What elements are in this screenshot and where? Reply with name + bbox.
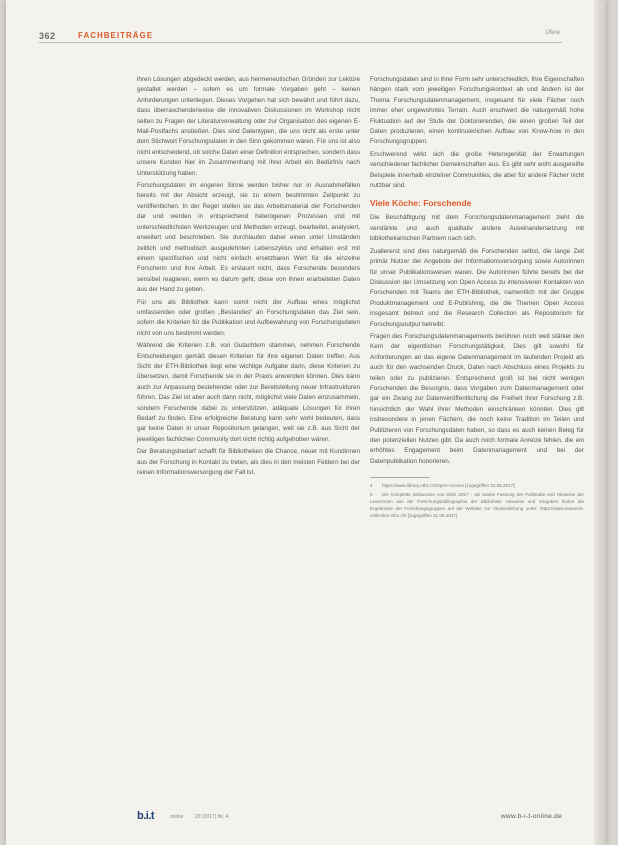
footnote bbox=[370, 482, 584, 489]
header-right-label: Ufere bbox=[545, 30, 560, 36]
footnote-rule bbox=[370, 477, 430, 478]
paragraph: ihren Lösungen abgedeckt werden, aus hermeneutischen Gründen zur Lektüre gestaltet werden – sofern es um formale Vorgaben geht – keinen Anforderungen unterliegen. Dieses Vorgehen hat sich bewährt und führt dazu, dass überraschenderweise die innovativen Diskussionen im Workshop nicht selten zu Fragen der Literaturverwaltung oder zur Organisation des eigenen E-Mail-Postfachs anstießen. Dies sind Datentypen, die uns nicht als erste unter dem Stichwort Forschungsdaten in den Sinn gekommen wären. Für uns ist also nicht entscheidend, ob solche Daten einer Definition entsprechen, sondern dass unsere Kunden hier im Zusammenhang mit ihrer Arbeit ein Bedürfnis nach Unterstützung haben. bbox=[137, 76, 360, 177]
footnote-number: 5 bbox=[370, 492, 373, 498]
page-number: 362 bbox=[39, 31, 56, 41]
paragraph: Während die Kriterien z.B. von Gutachtern stammen, nehmen Forschende Entscheidungen gemäß diesen Kriterien für ihre eigenen Daten treffen. Aus Sicht der ETH-Bibliothek liegt eine wichtige Aufgabe darin, diese Kriterien zu übersetzen, damit Forschende sie in der Praxis anwenden können. Dies kann auch zur Anpassung bestehender oder zur Bereitstellung neuer Infrastrukturen führen. Das Ziel ist aber auch dann nicht, möglichst viele Daten einzusammeln, sondern Forschende dabei zu unterstützen, adäquate Lösungen für ihren Bedarf zu finden. Eine erfolgreiche Beratung kann sehr wohl bedeuten, dass gar keine Daten in unser Repositorium gelangen, weil sie z.B. aus Sicht der jeweiligen fachlichen Community dort nicht richtig aufgehoben wären. bbox=[137, 342, 360, 443]
paragraph: Für uns als Bibliothek kann somit nicht der Aufbau eines möglichst umfassenden oder großen „Bestandes“ an Forschungsdaten das Ziel sein, sofern die Kriterien für die Publikation und Aufbewahrung von Forschungsdaten nicht von uns bestimmt werden. bbox=[137, 298, 360, 337]
page-footer bbox=[137, 810, 562, 824]
header-rule bbox=[39, 42, 562, 43]
right-column bbox=[370, 75, 584, 521]
paragraph: Forschungsdaten im engeren Sinne werden bisher nur in Ausnahmefällen bereits mit der Absicht erzeugt, sie zu einem bestimmten Zeitpunkt zu veröffentlichen. In der Regel stellen sie das Arbeitsmaterial der Forschenden dar und werden in entsprechend heterogenen Prozessen und mit unterschiedlichsten Werkzeugen und Methoden erzeugt, bearbeitet, analysiert, erweitert und beschrieben. Sie durchlaufen daher einen unter Umständen zeitlich und methodisch ausgedehnten Lebenszyklus und erhalten erst mit einem spezifischen und nicht einfach ersetzbaren Wert für die einzelne Forscherin und ihre Arbeit. Es erstaunt nicht, dass Forschende besonders sensibel reagieren, wenn es darum geht, diese von ihnen erarbeiteten Daten aus der Hand zu geben. bbox=[137, 182, 360, 294]
section-title: FACHBEITRÄGE bbox=[78, 31, 154, 40]
paragraph: Forschungsdaten sind in ihrer Form sehr unterschiedlich. Ihre Eigenschaften hängen stark vom jeweiligen Forschungskontext ab und ändern ist der Thema Forschungsdatenmanagement, insgesamt für viele Fächer noch immer eher ungewohntes Terrain. Auch erschwert die naturgemäß hohe Fluktuation auf der Stufe der Doktorierenden, die einen großen Teil der Daten produzieren, einen kontinuierlichen Aufbau von Know-how in den Forschungsgruppen. bbox=[370, 76, 584, 146]
paragraph: Fragen des Forschungsdatenmanagements berühren noch weit stärker den Kern der eigentlichen Forschungstätigkeit. Dies gilt sowohl für Anforderungen an das eigene Datenmanagement im laufenden Projekt als auch für den wachsenden Druck, Daten nach Abschluss eines Projekts zu teilen oder zu publizieren. Entsprechend groß ist bei nicht wenigen Forschenden die Besorgnis, dass Vorgaben zum Datenmanagement oder gar ein Zwang zur Datenveröffentlichung die Freiheit ihrer Forschung z.B. hinsichtlich der Wahl ihrer Methoden einschränken könnten. Dies gilt insbesondere in jenen Fächern, die noch keine Tradition im Teilen und Publizieren von Forschungsdaten haben, so dass es auch keinen Beleg für den potenziellen Nutzen gibt. Da auch noch formale Anreize fehlen, die ein erhöhtes Engagement beim Datenmanagement und bei der Datenpublikation honorieren. bbox=[370, 332, 584, 465]
paragraph: Erschwerend wirkt sich die große Heterogenität der Erwartungen verschiedener fachlicher Gemeinschaften aus. Es gibt sehr wohl ausgereifte Beispiele innerhalb einzelner Communities, die aber für andere Fächer nicht nutzbar sind. bbox=[370, 150, 584, 190]
journal-logo: b.i.t bbox=[137, 810, 155, 822]
website-url: www.b-i-t-online.de bbox=[501, 813, 562, 820]
journal-page bbox=[6, 0, 606, 845]
footnote-text: Die komplette Diskussion von Kleis 2017 - als zweite Fassung der Fallstudie und Hinweise der Leserinnen aus der Forschungsbibliographie der Bibliothek; Hinweise und Vorgaben finden die Ergebnisse der Forschungsgruppen auf der Website zur Verdeutlichung unter: https://www.research-collection.ethz.ch/ [zugegriffen 31.05.2017] bbox=[370, 492, 584, 519]
left-column bbox=[137, 75, 360, 480]
footnote bbox=[370, 491, 584, 519]
logo-subtitle: online bbox=[170, 814, 184, 820]
footnote-text: https://www.library.ethz.ch/Open-Access [zugegriffen 31.05.2017] bbox=[382, 483, 515, 489]
footnote-number: 4 bbox=[370, 483, 373, 489]
paragraph: Die Beschäftigung mit dem Forschungsdatenmanagement zieht die verstärkte und auch qualitativ andere Auseinandersetzung mit bibliothekarischen Partnern nach sich. bbox=[370, 214, 584, 243]
paragraph: Zuallererst sind dies naturgemäß die Forschenden selbst, die lange Zeit primär Nutzer der Angebote der Informationsversorgung sowie Autorinnen für unser Publikationswesen waren. Die Autorinnen führte bereits bei der Diskussion der Umsetzung von Open Access zu intensiveren Kontakten von Forschenden mit Teams der ETH-Bibliothek, namentlich mit der Gruppe Produktmanagement und E-Publishing, die die Themen Open Access insgesamt betreut und die Research Collection als Repositorium für Forschungsoutput betreibt. bbox=[370, 247, 584, 328]
paragraph: Der Beratungsbedarf schafft für Bibliotheken die Chance, neuer mit Kundinnen aus der Forschung in Kontakt zu treten, als dies in den meisten Feldern bei der reinen Informationsversorgung der Fall ist. bbox=[137, 448, 360, 477]
page-edge bbox=[594, 0, 606, 845]
subheading: Viele Köche: Forschende bbox=[370, 198, 472, 209]
issue-label: 20 (2017) Nr. 4 bbox=[195, 814, 229, 820]
